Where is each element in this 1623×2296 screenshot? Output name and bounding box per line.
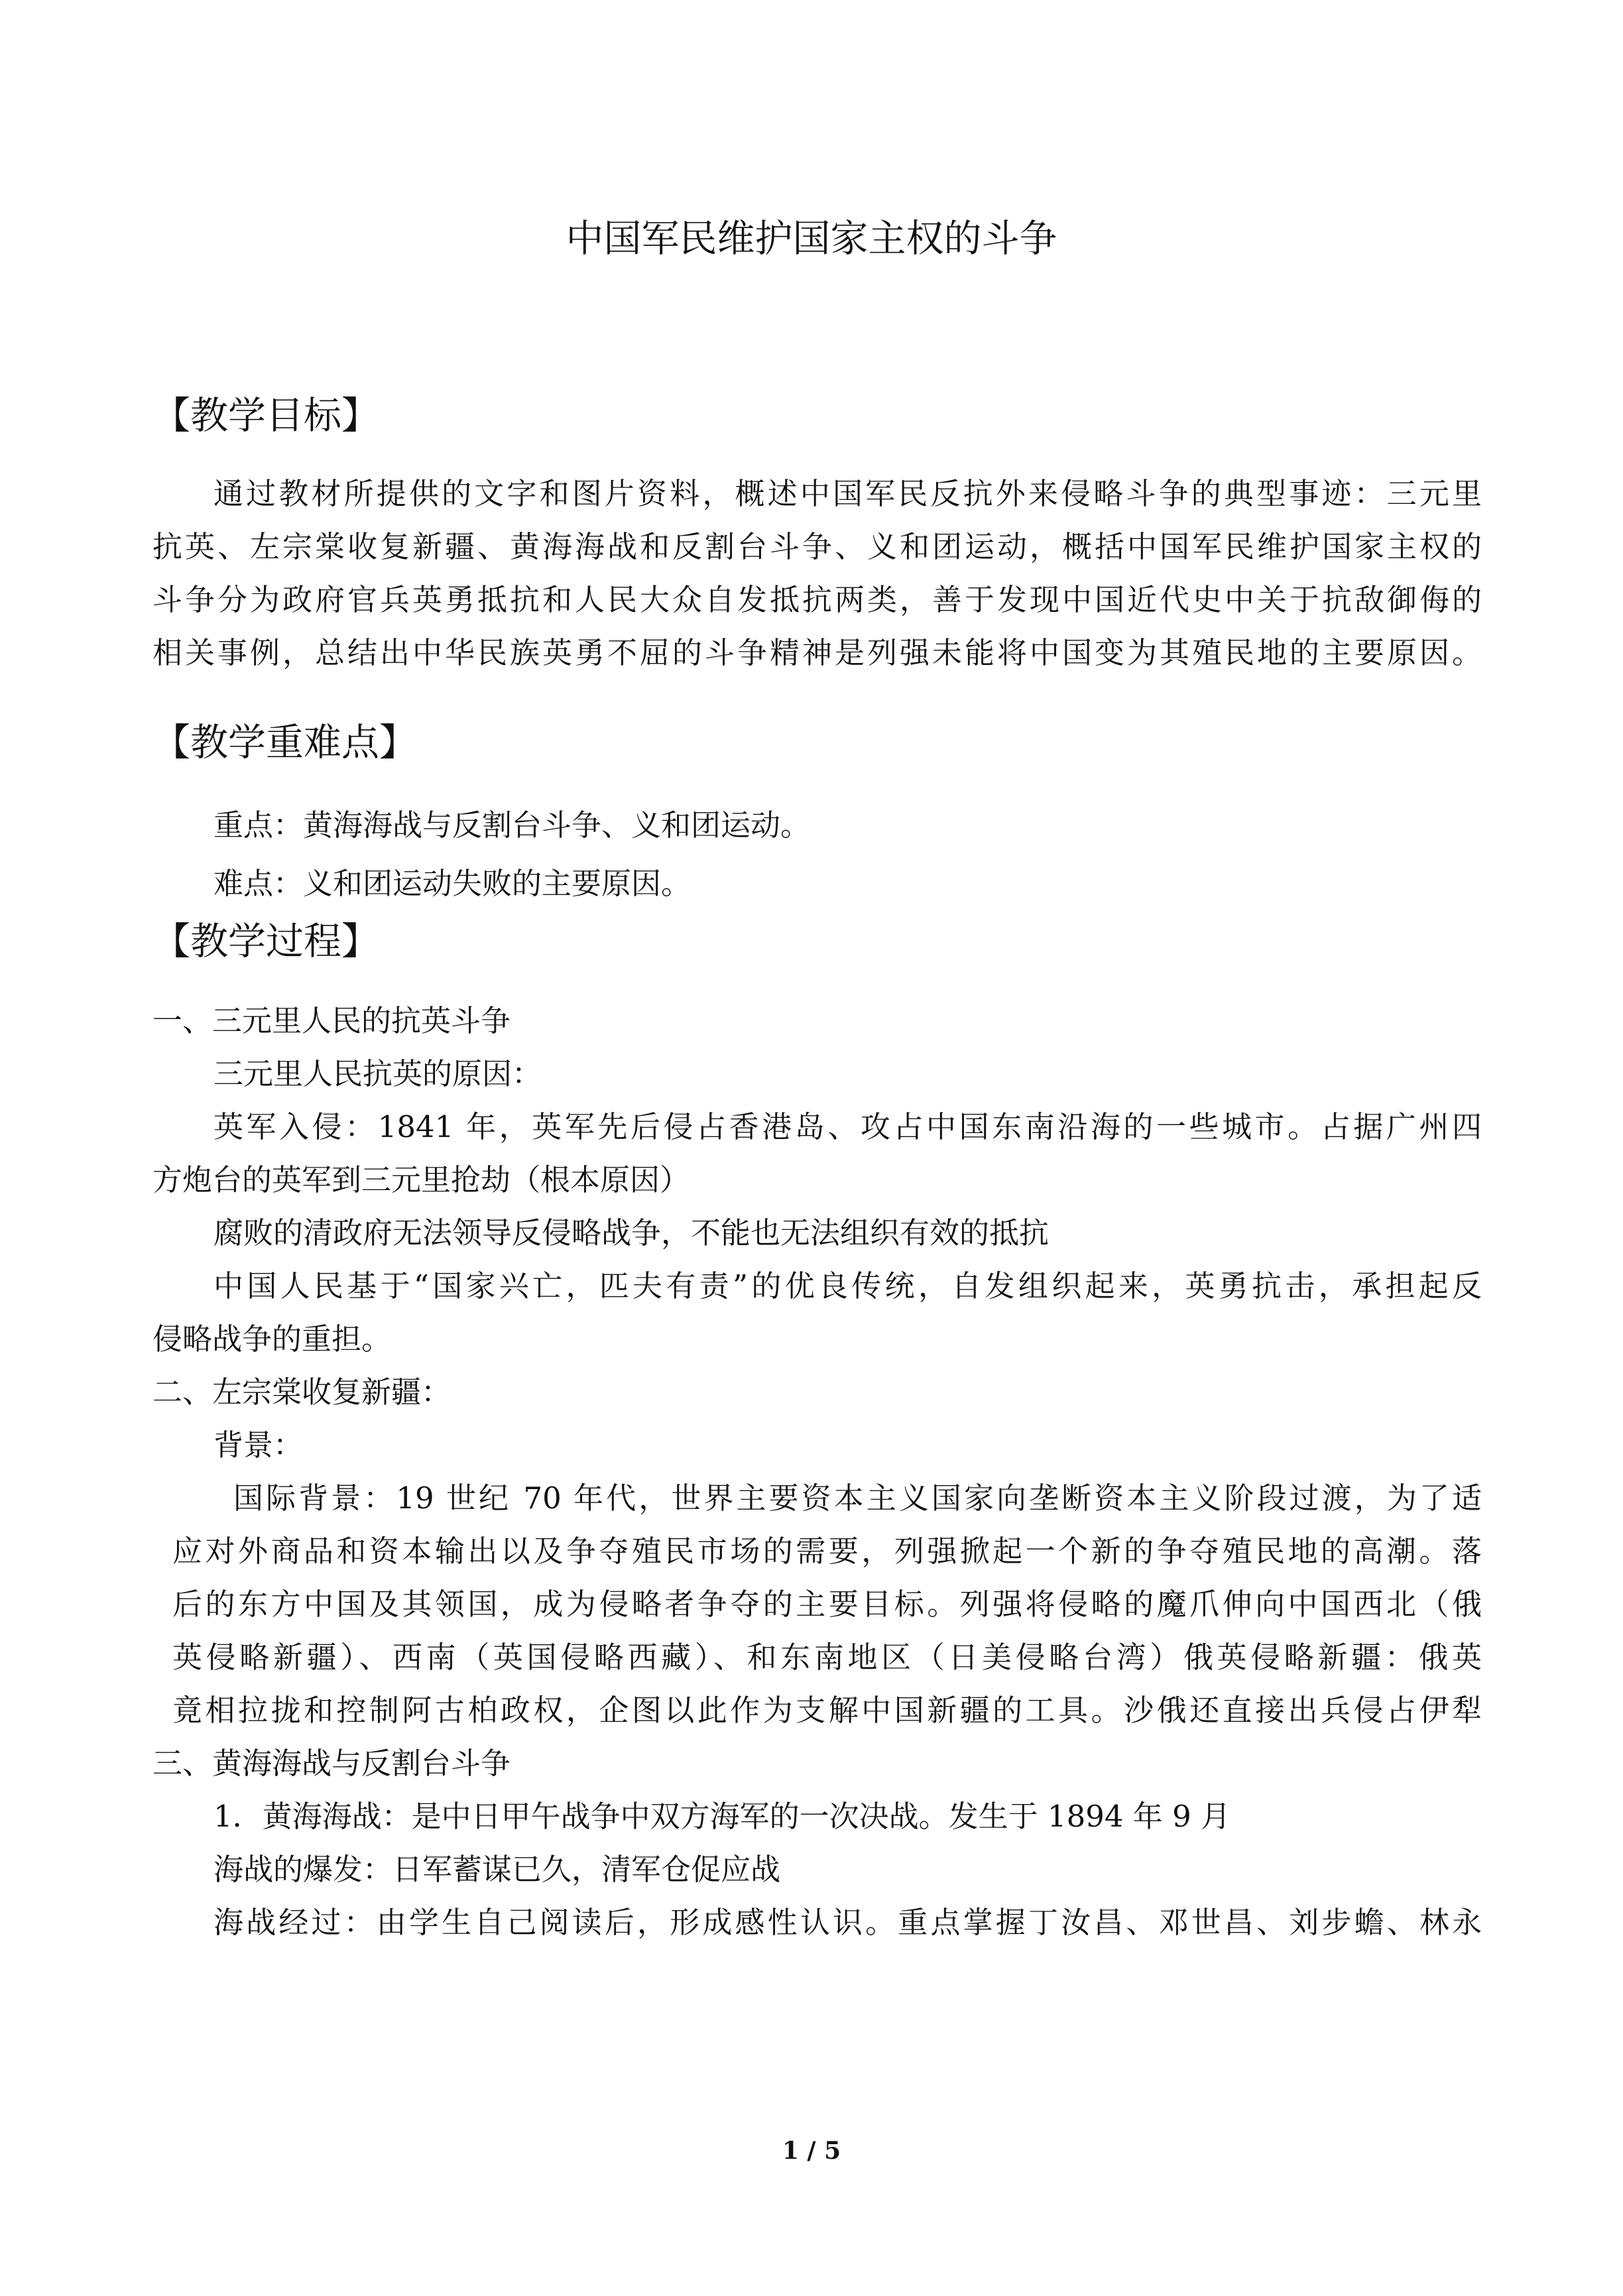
part3-title: 三、黄海海战与反割台斗争 <box>152 1746 511 1781</box>
part1-subtitle: 三元里人民抗英的原因： <box>213 1056 542 1091</box>
part2-line-1: 国际背景：19 世纪 70 年代，世界主要资本主义国家向垄断资本主义阶段过渡，为了适 <box>233 1480 1482 1516</box>
key-point: 重点：黄海海战与反割台斗争、义和团运动。 <box>213 808 811 843</box>
objectives-line-3: 斗争分为政府官兵英勇抵抗和人民大众自发抵抗两类，善于发现中国近代史中关于抗敌御侮的 <box>152 582 1482 617</box>
part1-line-2: 方炮台的英军到三元里抢劫（根本原因） <box>152 1162 690 1197</box>
part3-line-1: 1．黄海海战：是中日甲午战争中双方海军的一次决战。发生于 1894 年 9 月 <box>213 1799 1231 1834</box>
part3-line-2: 海战的爆发：日军蓄谋已久，清军仓促应战 <box>213 1852 781 1887</box>
part1-line-1: 英军入侵：1841 年，英军先后侵占香港岛、攻占中国东南沿海的一些城市。占据广州四 <box>213 1109 1482 1144</box>
part1-line-5: 侵略战争的重担。 <box>152 1321 392 1357</box>
part1-title: 一、三元里人民的抗英斗争 <box>152 1003 511 1038</box>
part2-title: 二、左宗棠收复新疆： <box>152 1374 451 1410</box>
part1-line-4: 中国人民基于“国家兴亡，匹夫有责”的优良传统，自发组织起来，英勇抗击，承担起反 <box>213 1268 1482 1303</box>
page-title: 中国军民维护国家主权的斗争 <box>566 217 1057 261</box>
objectives-line-2: 抗英、左宗棠收复新疆、黄海海战和反割台斗争、义和团运动，概括中国军民维护国家主权的 <box>152 529 1482 564</box>
objectives-line-1: 通过教材所提供的文字和图片资料，概述中国军民反抗外来侵略斗争的典型事迹：三元里 <box>213 476 1482 511</box>
keypoints-heading: 【教学重难点】 <box>152 721 417 764</box>
objectives-line-4: 相关事例，总结出中华民族英勇不屈的斗争精神是列强未能将中国变为其殖民地的主要原因。 <box>152 635 1482 670</box>
part2-line-2: 应对外商品和资本输出以及争夺殖民市场的需要，列强掀起一个新的争夺殖民地的高潮。落 <box>172 1534 1482 1569</box>
part2-line-3: 后的东方中国及其领国，成为侵略者争夺的主要目标。列强将侵略的魔爪伸向中国西北（俄 <box>172 1587 1482 1622</box>
part2-line-5: 竟相拉拢和控制阿古柏政权，企图以此作为支解中国新疆的工具。沙俄还直接出兵侵占伊犁 <box>172 1693 1482 1728</box>
page-number: 1 / 5 <box>782 2137 841 2165</box>
process-heading: 【教学过程】 <box>152 920 379 963</box>
part2-subtitle: 背景： <box>213 1427 304 1463</box>
part3-line-3: 海战经过：由学生自己阅读后，形成感性认识。重点掌握丁汝昌、邓世昌、刘步蟾、林永 <box>213 1905 1482 1940</box>
objectives-heading: 【教学目标】 <box>152 394 379 438</box>
part1-line-3: 腐败的清政府无法领导反侵略战争，不能也无法组织有效的抵抗 <box>213 1215 1050 1250</box>
part2-line-4: 英侵略新疆）、西南（英国侵略西藏）、和东南地区（日美侵略台湾）俄英侵略新疆：俄英 <box>172 1640 1482 1675</box>
difficult-point: 难点：义和团运动失败的主要原因。 <box>213 866 691 901</box>
